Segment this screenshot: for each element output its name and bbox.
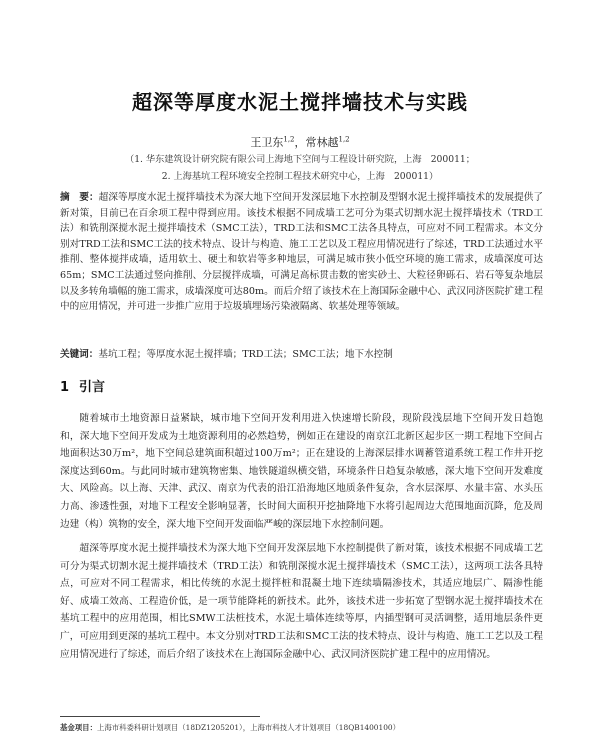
abstract: [60, 190, 543, 315]
author-affiliation-mark: 1,2: [283, 135, 295, 144]
author-name: 常林越: [305, 136, 339, 149]
keywords: [60, 347, 543, 362]
footnote-divider: [60, 716, 260, 717]
paper-title: 超深等厚度水泥土搅拌墙技术与实践: [132, 90, 468, 114]
footnote: [60, 722, 543, 733]
footnote-label: 基金项目：: [60, 723, 97, 732]
section-title: 引言: [79, 380, 106, 395]
affiliation-line: 2. 上海基坑工程环境安全控制工程技术研究中心，上海 200011）: [161, 171, 439, 182]
body-paragraph: 随着城市土地资源日益紧缺，城市地下空间开发利用进入快速增长阶段，现阶段浅层地下空间开发日趋饱和，深大地下空间开发成为土地资源利用的必然趋势，例如正在建设的南京江北新区起步区一期工程地下空间占地面积达30万m²，地下空间总建筑面积超过100万m²；正在建设的上海深层排水调蓄管道系统工程工作井开挖深度达到60m。与此同时城市建筑物密集、地铁隧道纵横交错，环境条件日趋复杂敏感，深大地下空间开发难度大、风险高。以上海、天津、武汉、南京为代表的沿江沿海地区地质条件复杂，含水层深厚、水量丰富、水头压力高、渗透性强，对地下工程安全影响显著，长时间大面积开挖抽降地下水将引起周边大范围地面沉降，危及周边建（构）筑物的安全，深大地下空间开发面临严峻的深层地下水控制问题。: [60, 413, 543, 530]
author-affiliation-mark: 1,2: [338, 135, 350, 144]
abstract-text: 超深等厚度水泥土搅拌墙技术为深大地下空间开发深层地下水控制及型钢水泥土搅拌墙技术的发展提供了新对策，目前已在百余项工程中得到应用。该技术根据不同成墙工艺可分为渠式切割水泥土搅拌墙技术（TRD工法）和铣削深搅水泥土搅拌墙技术（SMC工法），TRD工法和SMC工法各具特点，可应对不同工程需求。本文分别对TRD工法和SMC工法的技术特点、设计与构造、施工工艺以及工程应用情况进行了综述，TRD工法通过水平推削、整体搅拌成墙，适用软土、硬土和软岩等多种地层，可满足城市狭小低空环境的施工需求，成墙深度可达65m；SMC工法通过竖向推削、分层搅拌成墙，可满足高标贯击数的密实砂土、大粒径卵砾石、岩石等复杂地层以及多转角墙幅的施工需求，成墙深度可达80m。而后介绍了该技术在上海国际金融中心、武汉同济医院扩建工程中的应用情况，并可进一步推广应用于垃圾填埋场污染液隔离、软基处理等领域。: [60, 192, 544, 313]
author-name: 王卫东: [250, 136, 284, 149]
keywords-label: 关键词：: [60, 349, 99, 360]
keywords-text: 基坑工程；等厚度水泥土搅拌墙；TRD工法；SMC工法；地下水控制: [98, 349, 393, 360]
section-number: 1: [60, 380, 70, 395]
abstract-label: 摘 要：: [60, 192, 99, 203]
affiliation-line: （1. 华东建筑设计研究院有限公司上海地下空间与工程设计研究院，上海 200011；: [125, 154, 475, 165]
author-line: 王卫东$^{1,2}$，常林越$^{1,2}$: [250, 135, 350, 149]
footnote-text: 上海市科委科研计划项目（18DZ1205201），上海市科技人才计划项目（18QB1400100）: [96, 723, 401, 732]
section-heading: [60, 376, 105, 395]
body-paragraph: 超深等厚度水泥土搅拌墙技术为深大地下空间开发深层地下水控制提供了新对策，该技术根据不同成墙工艺可分为渠式切割水泥土搅拌墙技术（TRD工法）和铣削深搅水泥土搅拌墙技术（SMC工法），这两项工法各具特点，可应对不同工程需求，相比传统的水泥土搅拌桩和混凝土地下连续墙隔渗技术，其适应地层广、隔渗性能好、成墙工效高、工程造价低，是一项节能降耗的新技术。此外，该技术进一步拓宽了型钢水泥土搅拌墙技术在基坑工程中的应用范围，相比SMW工法桩技术，水泥土墙体连续等厚，内插型钢可灵活调整，适用地层条件更广，可应用到更深的基坑工程中。本文分别对TRD工法和SMC工法的技术特点、设计与构造、施工工艺以及工程应用情况进行了综述，而后介绍了该技术在上海国际金融中心、武汉同济医院扩建工程中的应用情况。: [60, 543, 543, 660]
